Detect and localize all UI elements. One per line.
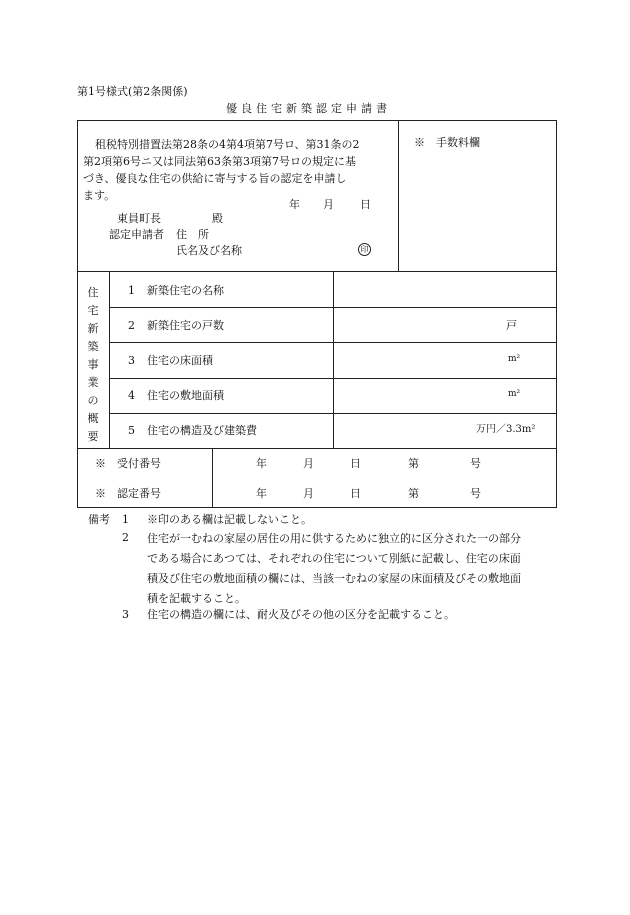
note-number: 1 [122,513,129,526]
cert-dai: 第 [408,487,419,500]
note-line: ※印のある欄は記載しないこと。 [147,513,312,526]
receipt-year: 年 [256,457,267,470]
fee-column-label: ※ 手数料欄 [414,136,480,149]
section-label-char: 新 [87,322,99,335]
cert-year: 年 [256,487,267,500]
row-number: 1 [128,284,135,297]
receipt-dai: 第 [408,457,419,470]
certification-number-label: ※ 認定番号 [95,487,161,500]
row-number: 2 [128,319,135,332]
receipt-day: 日 [350,457,361,470]
honorific: 殿 [212,212,223,225]
seal-mark: 印 [358,243,371,256]
page-title: 優良住宅新築認定申請書 [226,102,391,115]
row-label-building-name: 新築住宅の名称 [147,284,224,297]
row-unit: 戸 [506,319,517,332]
application-body-line: づき、優良な住宅の供給に寄与する旨の認定を申請し [83,172,347,185]
note-body [147,529,557,609]
note-line: 積を記載すること。 [147,592,246,605]
row-label-site-area: 住宅の敷地面積 [147,389,224,402]
row-number: 3 [128,354,135,367]
section-label-char: の [87,394,99,407]
section-label-char: 築 [87,340,99,353]
addressee: 東員町長 [117,212,161,225]
note-line: 住宅が一むねの家屋の居住の用に供するために独立的に区分された一の部分 [147,532,521,545]
notes-heading: 備考 [88,513,110,526]
row-label-structure-cost: 住宅の構造及び建築費 [147,424,257,437]
application-body-line: 第2項第6号ニ又は同法第63条第3項第7号ロの規定に基 [83,155,356,168]
receipt-month: 月 [303,457,314,470]
date-month: 月 [323,198,334,211]
note-number: 3 [122,608,129,621]
address-label: 住 所 [176,228,209,241]
date-day: 日 [360,198,371,211]
row-label-floor-area: 住宅の床面積 [147,354,213,367]
name-label: 氏名及び名称 [176,244,242,257]
cert-go: 号 [470,487,481,500]
section-label-char: 住 [87,286,99,299]
section-label-char: 宅 [87,304,99,317]
application-body [83,136,395,204]
note-line: 住宅の構造の欄には、耐火及びその他の区分を記載すること。 [147,608,455,621]
row-unit: m² [508,354,521,364]
cert-month: 月 [303,487,314,500]
section-label-char: 要 [87,430,99,443]
date-year: 年 [289,198,300,211]
receipt-number-label: ※ 受付番号 [95,457,161,470]
row-unit: 万円／3.3m² [476,424,536,435]
application-body-line: ます。 [83,189,116,202]
row-number: 5 [128,424,135,437]
project-section-label [87,284,99,446]
form-number: 第1号様式(第2条関係) [77,85,188,98]
note-line: である場合にあつては、それぞれの住宅について別紙に記載し、住宅の床面 [147,552,521,565]
applicant-label: 認定申請者 [109,228,164,241]
row-unit: m² [508,389,521,399]
section-label-char: 事 [87,358,99,371]
row-label-unit-count: 新築住宅の戸数 [147,319,224,332]
receipt-go: 号 [470,457,481,470]
note-line: 積及び住宅の敷地面積の欄には、当該一むねの家屋の床面積及びその敷地面 [147,572,521,585]
cert-day: 日 [350,487,361,500]
row-number: 4 [128,389,135,402]
note-number: 2 [122,531,129,544]
section-label-char: 業 [87,376,99,389]
section-label-char: 概 [87,412,99,425]
application-body-line: 租税特別措置法第28条の4第4項第7号ロ、第31条の2 [95,138,360,151]
